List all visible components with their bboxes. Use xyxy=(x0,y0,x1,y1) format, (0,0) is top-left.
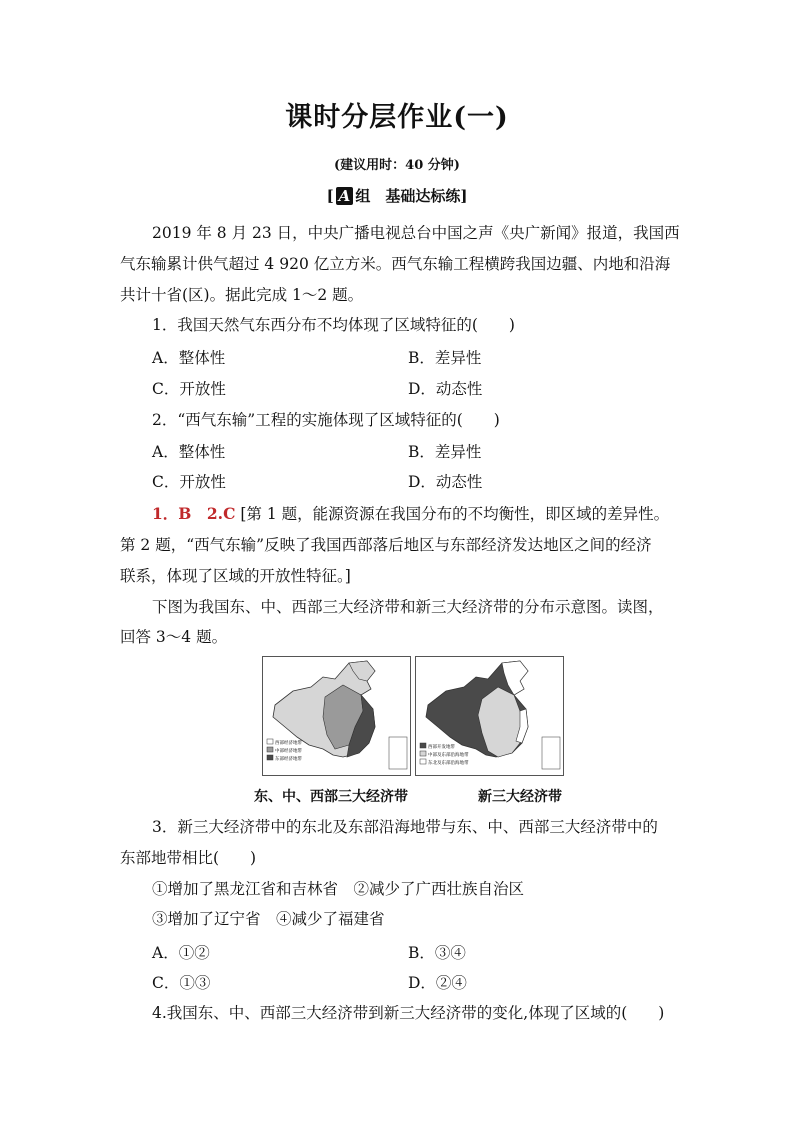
group-letter: A xyxy=(336,187,354,205)
maps-figure xyxy=(262,656,564,774)
answer12-line3: 联系，体现了区域的开放性特征。] xyxy=(120,567,351,585)
legend2-central: 中部及东部沿海地带 xyxy=(428,753,469,758)
q3-stem-line2: 东部地带相比( ) xyxy=(120,849,257,867)
q3-stem-line1: 3．新三大经济带中的东北及东部沿海地带与东、中、西部三大经济带中的 xyxy=(152,818,658,836)
legend-swatch-west xyxy=(267,739,273,744)
legend2-swatch-central xyxy=(420,751,426,756)
legend2-swatch-west xyxy=(420,743,426,748)
group-label: 组 基础达标练 xyxy=(355,187,461,205)
q1-option-d[interactable]: D．动态性 xyxy=(408,380,483,398)
legend2-northeast: 东北及东部沿海地带 xyxy=(428,761,469,766)
q3-option-d[interactable]: D．②④ xyxy=(408,974,467,992)
time-note: (建议用时：40 分钟) xyxy=(334,158,460,173)
q2-option-a[interactable]: A．整体性 xyxy=(152,443,226,461)
map-new-belts-svg xyxy=(416,657,563,775)
answer12-line1 xyxy=(152,499,669,529)
answer12-line2: 第 2 题，“西气东输”反映了我国西部落后地区与东部经济发达地区之间的经济 xyxy=(120,536,652,554)
q2-stem: 2．“西气东输”工程的实施体现了区域特征的( ) xyxy=(152,411,500,429)
q1-option-a[interactable]: A．整体性 xyxy=(152,349,226,367)
caption-new-belts: 新三大经济带 xyxy=(478,789,562,805)
q2-option-d[interactable]: D．动态性 xyxy=(408,473,483,491)
south-china-sea-inset xyxy=(389,737,407,769)
south-china-sea-inset-2 xyxy=(542,737,560,769)
q1-option-c[interactable]: C．开放性 xyxy=(152,380,226,398)
q2-option-b[interactable]: B．差异性 xyxy=(408,443,482,461)
group-heading xyxy=(0,185,794,206)
intro2-line2: 回答 3～4 题。 xyxy=(120,628,228,646)
group-bracket-open: [ xyxy=(326,187,334,205)
legend-east: 东部经济地带 xyxy=(275,757,302,762)
intro1-line3: 共计十省(区)。据此完成 1～2 题。 xyxy=(120,286,364,304)
q3-option-a[interactable]: A．①② xyxy=(152,944,210,962)
intro2-line1: 下图为我国东、中、西部三大经济带和新三大经济带的分布示意图。读图， xyxy=(152,598,664,616)
legend2-swatch-northeast xyxy=(420,759,426,764)
q3-option-c[interactable]: C．①③ xyxy=(152,974,211,992)
legend-central: 中部经济地带 xyxy=(275,749,302,754)
q3-item2: ③增加了辽宁省 ④减少了福建省 xyxy=(152,910,385,928)
caption-three-belts: 东、中、西部三大经济带 xyxy=(254,789,408,805)
map-new-belts xyxy=(415,656,564,776)
q1-option-b[interactable]: B．差异性 xyxy=(408,349,482,367)
map-three-belts-svg xyxy=(263,657,410,775)
intro1-line2: 气东输累计供气超过 4 920 亿立方米。西气东输工程横跨我国边疆、内地和沿海 xyxy=(120,255,671,273)
legend-swatch-east xyxy=(267,755,273,760)
q3-option-b[interactable]: B．③④ xyxy=(408,944,466,962)
intro1-line1: 2019 年 8 月 23 日，中央广播电视总台中国之声《央广新闻》报道，我国西 xyxy=(152,224,680,242)
page-title: 课时分层作业(一) xyxy=(285,102,509,133)
legend-swatch-central xyxy=(267,747,273,752)
legend2-west: 西部开发地带 xyxy=(428,745,455,750)
group-bracket-close: ] xyxy=(460,187,468,205)
q4-stem: 4.我国东、中、西部三大经济带到新三大经济带的变化,体现了区域的( ) xyxy=(152,1004,665,1022)
answer12-key: 1．B 2.C xyxy=(152,504,236,523)
q3-item1: ①增加了黑龙江省和吉林省 ②减少了广西壮族自治区 xyxy=(152,880,525,898)
q2-option-c[interactable]: C．开放性 xyxy=(152,473,226,491)
map-three-belts xyxy=(262,656,411,776)
q1-stem: 1．我国天然气东西分布不均体现了区域特征的( ) xyxy=(152,316,515,334)
legend-west: 西部经济地带 xyxy=(275,741,302,746)
answer12-text1: [第 1 题，能源资源在我国分布的不均衡性，即区域的差异性。 xyxy=(240,505,670,523)
